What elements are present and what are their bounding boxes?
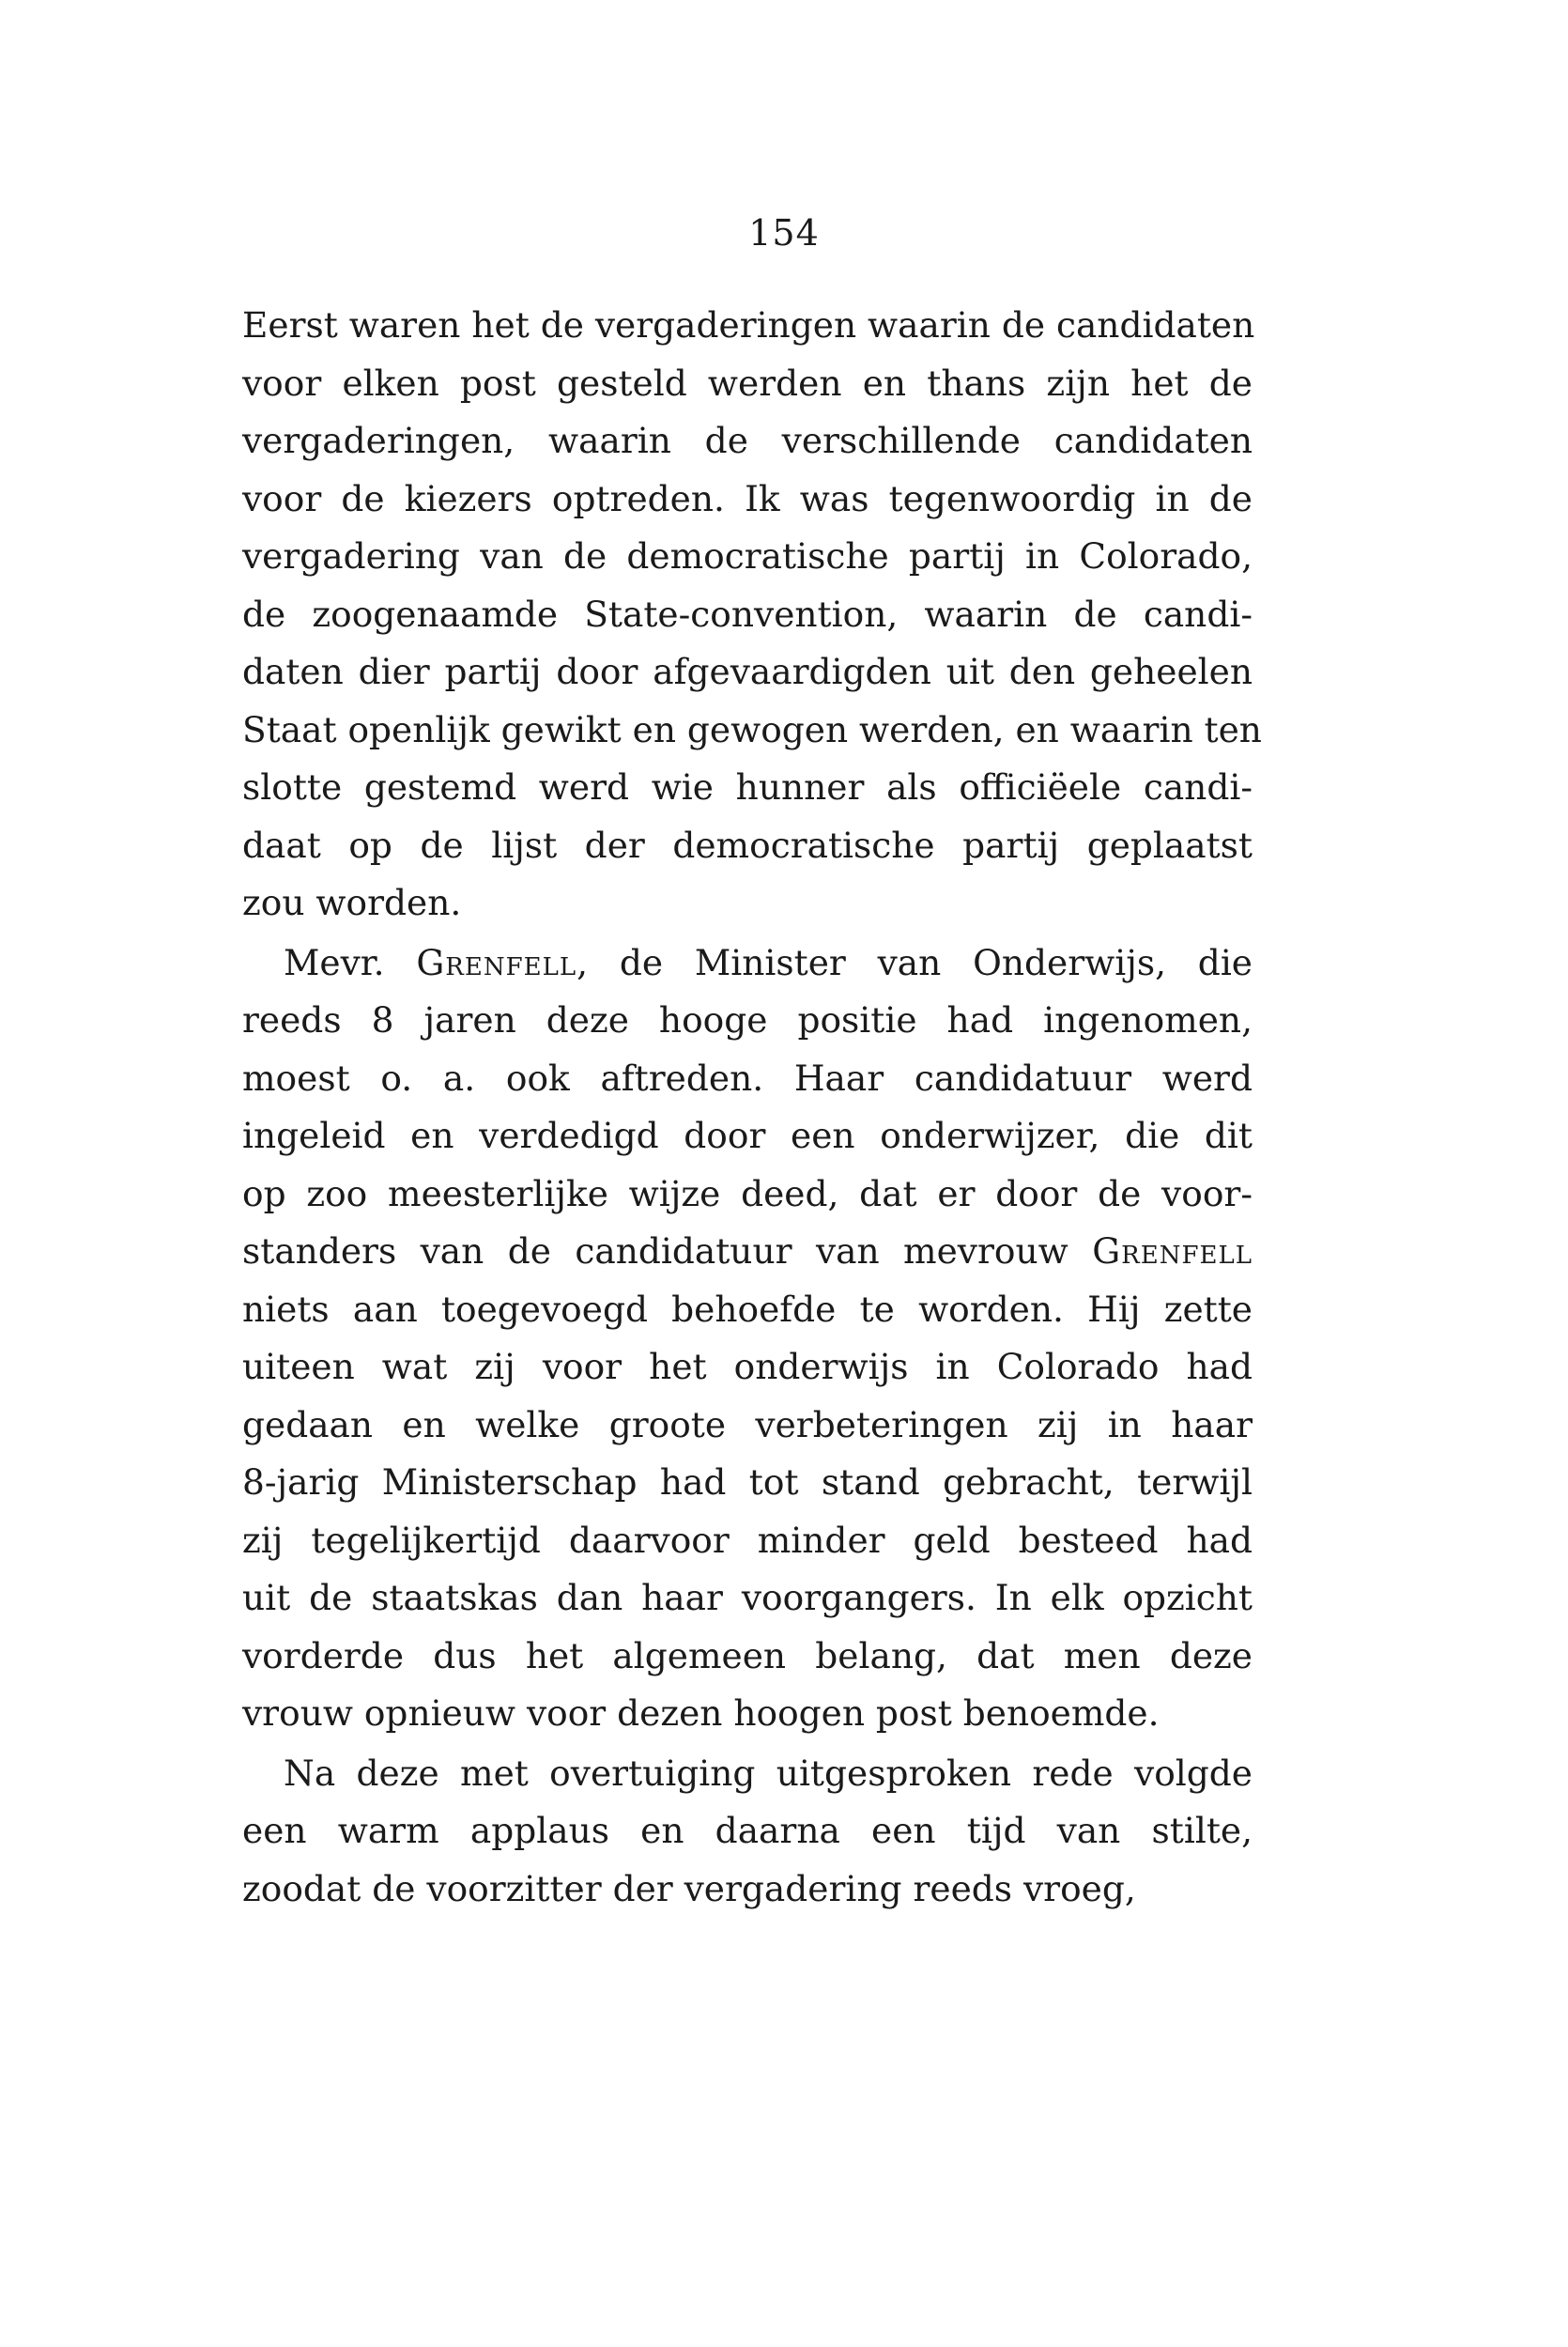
text-line: 8-jarig Ministerschap had tot stand gebracht, terwijl xyxy=(242,1461,1253,1503)
text-line: een warm applaus en daarna een tijd van stilte, xyxy=(242,1810,1253,1851)
paragraph xyxy=(242,297,1262,933)
text-line: voor elken post gesteld werden en thans zijn het de xyxy=(242,362,1253,404)
text-line: op zoo meesterlijke wijze deed, dat er door de voor- xyxy=(242,1172,1253,1214)
text-line: moest o. a. ook aftreden. Haar candidatuur werd xyxy=(242,1057,1253,1099)
text-line: vergadering van de democratische partij in Colorado, xyxy=(242,535,1253,577)
text-line: daten dier partij door afgevaardigden uit den geheelen xyxy=(242,651,1253,692)
text-line: zoodat de voorzitter der vergadering reeds vroeg, xyxy=(242,1867,1136,1909)
text-line: Eerst waren het de vergaderingen waarin de candidaten xyxy=(242,304,1255,346)
paragraph xyxy=(242,1745,1253,1919)
text-line: uiteen wat zij voor het onderwijs in Colorado had xyxy=(242,1346,1253,1387)
text-line: de zoogenaamde State-convention, waarin de candi- xyxy=(242,593,1253,635)
text-line: vorderde dus het algemeen belang, dat men deze xyxy=(242,1634,1253,1676)
text-line: ingeleid en verdedigd door een onderwijzer, die dit xyxy=(242,1115,1253,1156)
text-line: slotte gestemd werd wie hunner als officiëele candi- xyxy=(242,766,1253,808)
text-line: Mevr. Grenfell, de Minister van Onderwijs, die xyxy=(284,941,1253,983)
text-line: daat op de lijst der democratische partij geplaatst xyxy=(242,824,1253,866)
text-line: uit de staatskas dan haar voorgangers. In elk opzicht xyxy=(242,1577,1253,1618)
paragraph xyxy=(242,934,1253,1743)
text-line: zou worden. xyxy=(242,882,462,923)
text-line: voor de kiezers optreden. Ik was tegenwoordig in de xyxy=(242,477,1253,519)
page-number: 154 xyxy=(748,212,820,254)
text-line: reeds 8 jaren deze hooge positie had ingenomen, xyxy=(242,999,1253,1041)
text-line: Na deze met overtuiging uitgesproken rede volgde xyxy=(284,1752,1253,1794)
text-line: gedaan en welke groote verbeteringen zij in haar xyxy=(242,1403,1253,1445)
text-line: vrouw opnieuw voor dezen hoogen post benoemde. xyxy=(242,1692,1160,1734)
text-line: Staat openlijk gewikt en gewogen werden, en waarin ten xyxy=(242,708,1262,750)
name-small-caps: Grenfell xyxy=(1092,1230,1253,1272)
text-line: zij tegelijkertijd daarvoor minder geld besteed had xyxy=(242,1519,1253,1561)
text-line: standers van de candidatuur van mevrouw Grenfell xyxy=(242,1230,1253,1272)
text-line: niets aan toegevoegd behoefde te worden. Hij zette xyxy=(242,1288,1253,1330)
text-line: vergaderingen, waarin de verschillende candidaten xyxy=(242,420,1253,461)
name-small-caps: Grenfell xyxy=(416,941,577,983)
body-text xyxy=(242,297,1262,1918)
